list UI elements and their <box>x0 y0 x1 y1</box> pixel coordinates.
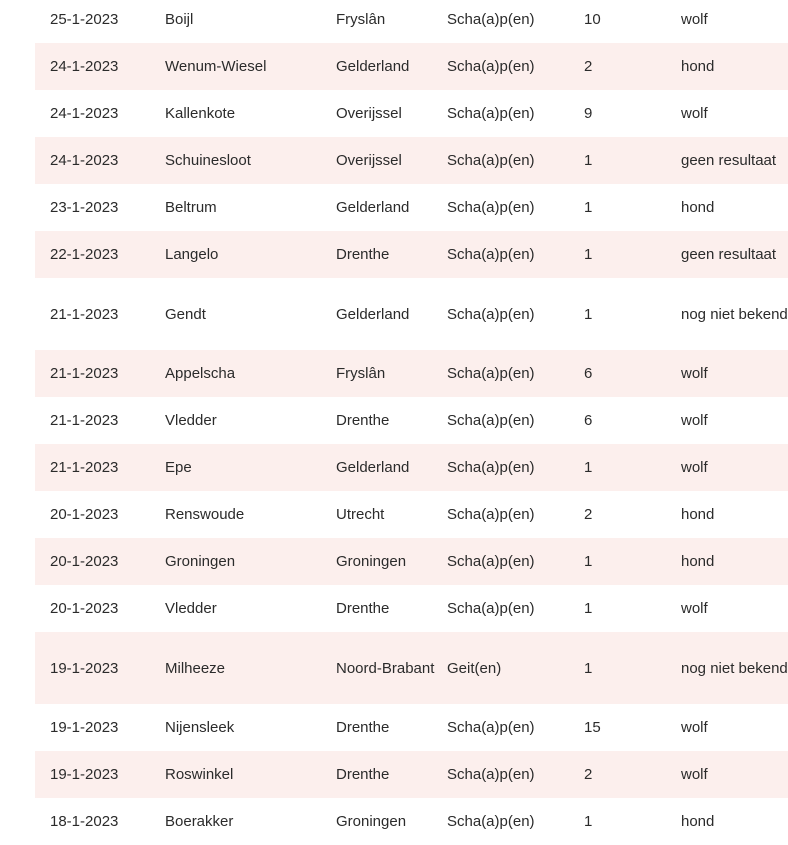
incidents-table-body <box>35 0 788 845</box>
date-cell: 21-1-2023 <box>35 444 165 491</box>
animal-cell: Scha(a)p(en) <box>447 798 584 845</box>
table-row <box>35 397 788 444</box>
count-cell: 1 <box>584 137 681 184</box>
date-cell: 23-1-2023 <box>35 184 165 231</box>
result-cell: hond <box>681 184 788 231</box>
date-cell: 18-1-2023 <box>35 798 165 845</box>
date-cell: 24-1-2023 <box>35 137 165 184</box>
date-cell: 21-1-2023 <box>35 397 165 444</box>
place-cell: Milheeze <box>165 632 336 704</box>
result-cell: wolf <box>681 397 788 444</box>
province-cell: Noord-Brabant <box>336 632 447 704</box>
province-cell: Gelderland <box>336 43 447 90</box>
animal-cell: Scha(a)p(en) <box>447 43 584 90</box>
province-cell: Overijssel <box>336 137 447 184</box>
table-row <box>35 704 788 751</box>
table-row <box>35 444 788 491</box>
animal-cell: Scha(a)p(en) <box>447 231 584 278</box>
place-cell: Roswinkel <box>165 751 336 798</box>
province-cell: Drenthe <box>336 397 447 444</box>
province-cell: Drenthe <box>336 231 447 278</box>
animal-cell: Scha(a)p(en) <box>447 444 584 491</box>
table-row <box>35 585 788 632</box>
date-cell: 22-1-2023 <box>35 231 165 278</box>
province-cell: Groningen <box>336 538 447 585</box>
count-cell: 2 <box>584 751 681 798</box>
result-cell: nog niet bekend <box>681 278 788 350</box>
animal-cell: Scha(a)p(en) <box>447 751 584 798</box>
count-cell: 1 <box>584 585 681 632</box>
result-cell: wolf <box>681 0 788 43</box>
place-cell: Boerakker <box>165 798 336 845</box>
count-cell: 1 <box>584 278 681 350</box>
place-cell: Renswoude <box>165 491 336 538</box>
date-cell: 24-1-2023 <box>35 90 165 137</box>
animal-cell: Scha(a)p(en) <box>447 491 584 538</box>
count-cell: 2 <box>584 491 681 538</box>
province-cell: Groningen <box>336 798 447 845</box>
place-cell: Beltrum <box>165 184 336 231</box>
result-cell: hond <box>681 538 788 585</box>
province-cell: Drenthe <box>336 751 447 798</box>
animal-cell: Scha(a)p(en) <box>447 0 584 43</box>
animal-cell: Scha(a)p(en) <box>447 278 584 350</box>
animal-cell: Scha(a)p(en) <box>447 538 584 585</box>
table-row <box>35 90 788 137</box>
province-cell: Fryslân <box>336 350 447 397</box>
count-cell: 15 <box>584 704 681 751</box>
date-cell: 21-1-2023 <box>35 278 165 350</box>
date-cell: 19-1-2023 <box>35 751 165 798</box>
count-cell: 6 <box>584 397 681 444</box>
table-row <box>35 231 788 278</box>
place-cell: Schuinesloot <box>165 137 336 184</box>
result-cell: hond <box>681 491 788 538</box>
date-cell: 20-1-2023 <box>35 491 165 538</box>
province-cell: Drenthe <box>336 585 447 632</box>
count-cell: 1 <box>584 231 681 278</box>
animal-cell: Geit(en) <box>447 632 584 704</box>
place-cell: Gendt <box>165 278 336 350</box>
date-cell: 19-1-2023 <box>35 632 165 704</box>
result-cell: geen resultaat <box>681 231 788 278</box>
province-cell: Overijssel <box>336 90 447 137</box>
table-row <box>35 538 788 585</box>
incidents-table-container <box>35 0 788 845</box>
date-cell: 21-1-2023 <box>35 350 165 397</box>
count-cell: 9 <box>584 90 681 137</box>
place-cell: Nijensleek <box>165 704 336 751</box>
table-row <box>35 0 788 43</box>
date-cell: 19-1-2023 <box>35 704 165 751</box>
table-row <box>35 350 788 397</box>
province-cell: Fryslân <box>336 0 447 43</box>
table-row <box>35 137 788 184</box>
result-cell: wolf <box>681 751 788 798</box>
table-row <box>35 632 788 704</box>
place-cell: Wenum-Wiesel <box>165 43 336 90</box>
place-cell: Groningen <box>165 538 336 585</box>
place-cell: Langelo <box>165 231 336 278</box>
province-cell: Utrecht <box>336 491 447 538</box>
place-cell: Epe <box>165 444 336 491</box>
count-cell: 6 <box>584 350 681 397</box>
province-cell: Gelderland <box>336 444 447 491</box>
date-cell: 24-1-2023 <box>35 43 165 90</box>
place-cell: Vledder <box>165 585 336 632</box>
result-cell: wolf <box>681 704 788 751</box>
result-cell: wolf <box>681 444 788 491</box>
count-cell: 1 <box>584 632 681 704</box>
province-cell: Gelderland <box>336 184 447 231</box>
table-row <box>35 491 788 538</box>
place-cell: Vledder <box>165 397 336 444</box>
place-cell: Boijl <box>165 0 336 43</box>
count-cell: 1 <box>584 798 681 845</box>
date-cell: 20-1-2023 <box>35 538 165 585</box>
date-cell: 20-1-2023 <box>35 585 165 632</box>
incidents-table <box>35 0 788 845</box>
result-cell: geen resultaat <box>681 137 788 184</box>
place-cell: Appelscha <box>165 350 336 397</box>
table-row <box>35 278 788 350</box>
count-cell: 1 <box>584 538 681 585</box>
animal-cell: Scha(a)p(en) <box>447 350 584 397</box>
table-row <box>35 184 788 231</box>
animal-cell: Scha(a)p(en) <box>447 137 584 184</box>
result-cell: hond <box>681 798 788 845</box>
animal-cell: Scha(a)p(en) <box>447 397 584 444</box>
result-cell: nog niet bekend <box>681 632 788 704</box>
count-cell: 2 <box>584 43 681 90</box>
animal-cell: Scha(a)p(en) <box>447 704 584 751</box>
count-cell: 10 <box>584 0 681 43</box>
province-cell: Drenthe <box>336 704 447 751</box>
date-cell: 25-1-2023 <box>35 0 165 43</box>
place-cell: Kallenkote <box>165 90 336 137</box>
animal-cell: Scha(a)p(en) <box>447 585 584 632</box>
table-row <box>35 751 788 798</box>
count-cell: 1 <box>584 444 681 491</box>
table-row <box>35 798 788 845</box>
animal-cell: Scha(a)p(en) <box>447 184 584 231</box>
table-row <box>35 43 788 90</box>
result-cell: wolf <box>681 585 788 632</box>
count-cell: 1 <box>584 184 681 231</box>
result-cell: wolf <box>681 90 788 137</box>
province-cell: Gelderland <box>336 278 447 350</box>
animal-cell: Scha(a)p(en) <box>447 90 584 137</box>
result-cell: hond <box>681 43 788 90</box>
result-cell: wolf <box>681 350 788 397</box>
